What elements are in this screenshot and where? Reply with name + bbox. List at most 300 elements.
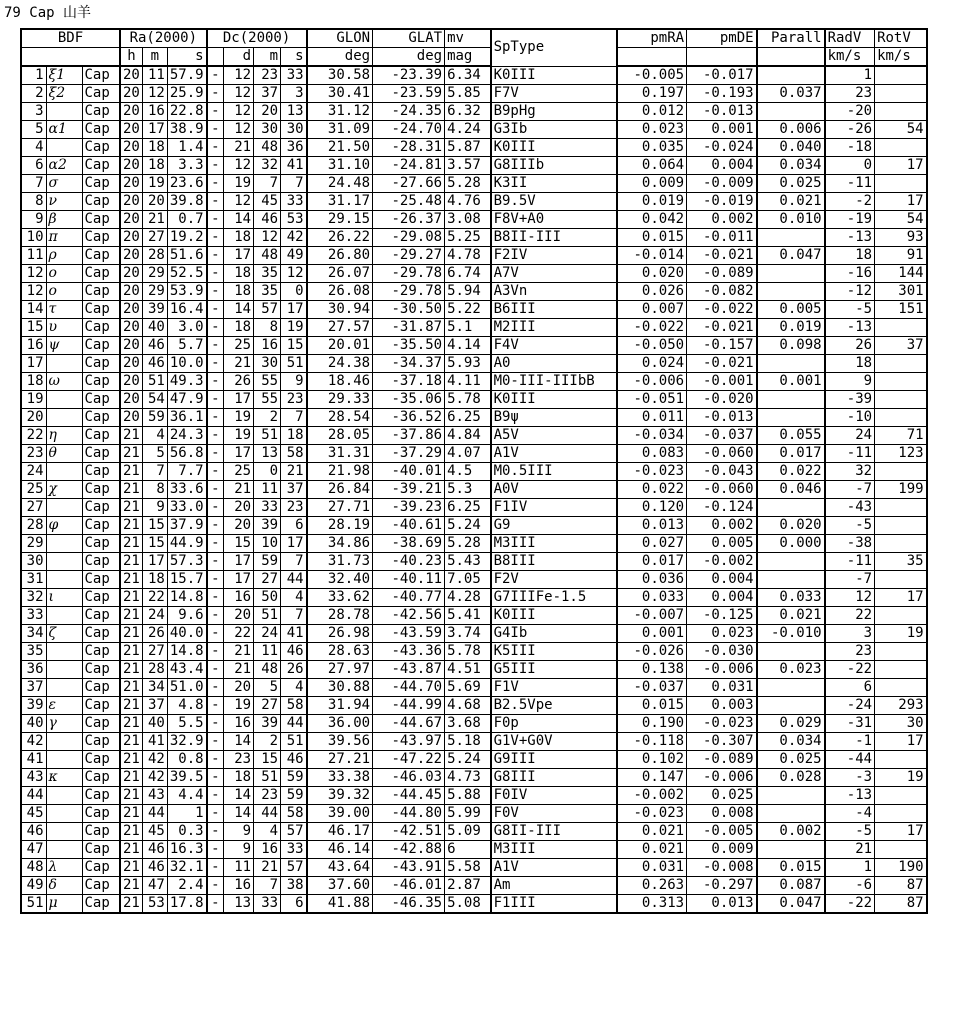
cell-bdf-number: 8: [21, 193, 46, 211]
cell-bayer-letter: θ: [46, 445, 82, 463]
cell-dec-sign: -: [207, 427, 224, 445]
header-unit-blank: [617, 48, 687, 67]
header-parall: Parall: [757, 29, 825, 48]
cell-dec-sign: -: [207, 103, 224, 121]
cell-pm-de: -0.089: [687, 751, 757, 769]
cell-spectral-type: B9.5V: [491, 193, 617, 211]
cell-ra-seconds: 32.9: [167, 733, 206, 751]
cell-magnitude: 6.34: [445, 66, 491, 85]
cell-pm-ra: 0.190: [617, 715, 687, 733]
cell-bayer-letter: ρ: [46, 247, 82, 265]
cell-dec-minutes: 59: [254, 553, 281, 571]
cell-magnitude: 4.78: [445, 247, 491, 265]
cell-ra-seconds: 37.9: [167, 517, 206, 535]
cell-parallax: [757, 283, 825, 301]
cell-dec-sign: -: [207, 265, 224, 283]
cell-ra-minutes: 27: [142, 229, 167, 247]
cell-parallax: 0.037: [757, 85, 825, 103]
cell-pm-ra: -0.118: [617, 733, 687, 751]
cell-constellation: Cap: [82, 643, 120, 661]
cell-glon: 28.78: [307, 607, 373, 625]
cell-magnitude: 5.99: [445, 805, 491, 823]
cell-constellation: Cap: [82, 175, 120, 193]
cell-pm-ra: -0.022: [617, 319, 687, 337]
cell-ra-minutes: 18: [142, 571, 167, 589]
cell-pm-de: 0.004: [687, 589, 757, 607]
cell-dec-degrees: 12: [224, 157, 254, 175]
cell-radial-velocity: -2: [825, 193, 875, 211]
cell-dec-minutes: 7: [254, 175, 281, 193]
cell-pm-ra: 0.026: [617, 283, 687, 301]
cell-magnitude: 4.73: [445, 769, 491, 787]
cell-dec-sign: -: [207, 229, 224, 247]
cell-bayer-letter: ξ2: [46, 85, 82, 103]
cell-bayer-letter: κ: [46, 769, 82, 787]
cell-dec-seconds: 58: [281, 805, 307, 823]
header-unit-blank: [207, 48, 224, 67]
cell-parallax: [757, 697, 825, 715]
table-row: [21, 139, 927, 157]
table-row: [21, 589, 927, 607]
cell-radial-velocity: 12: [825, 589, 875, 607]
header-bdf: BDF: [21, 29, 120, 48]
cell-glat: -38.69: [373, 535, 445, 553]
cell-parallax: [757, 841, 825, 859]
cell-bdf-number: 18: [21, 373, 46, 391]
cell-dec-degrees: 19: [224, 175, 254, 193]
cell-magnitude: 5.25: [445, 229, 491, 247]
cell-pm-ra: -0.037: [617, 679, 687, 697]
header-unit-d: d: [224, 48, 254, 67]
cell-magnitude: 4.14: [445, 337, 491, 355]
header-unit-mag: mag: [445, 48, 491, 67]
cell-pm-ra: 0.015: [617, 229, 687, 247]
cell-dec-seconds: 23: [281, 499, 307, 517]
cell-spectral-type: A5V: [491, 427, 617, 445]
cell-pm-ra: 0.313: [617, 895, 687, 914]
header-pmra: pmRA: [617, 29, 687, 48]
cell-dec-seconds: 21: [281, 463, 307, 481]
cell-dec-seconds: 7: [281, 175, 307, 193]
cell-rotation-velocity: 35: [875, 553, 927, 571]
cell-spectral-type: F1IV: [491, 499, 617, 517]
cell-dec-seconds: 7: [281, 607, 307, 625]
cell-ra-seconds: 47.9: [167, 391, 206, 409]
cell-bayer-letter: ψ: [46, 337, 82, 355]
cell-parallax: 0.002: [757, 823, 825, 841]
cell-radial-velocity: -6: [825, 877, 875, 895]
cell-rotation-velocity: 19: [875, 625, 927, 643]
cell-bdf-number: 37: [21, 679, 46, 697]
cell-magnitude: 5.3: [445, 481, 491, 499]
cell-ra-hours: 20: [120, 193, 142, 211]
cell-magnitude: 5.22: [445, 301, 491, 319]
table-row: [21, 85, 927, 103]
cell-magnitude: 3.74: [445, 625, 491, 643]
cell-ra-seconds: 51.0: [167, 679, 206, 697]
header-glon: GLON: [307, 29, 373, 48]
cell-dec-seconds: 46: [281, 751, 307, 769]
cell-bdf-number: 27: [21, 499, 46, 517]
cell-dec-minutes: 55: [254, 391, 281, 409]
cell-constellation: Cap: [82, 823, 120, 841]
cell-glon: 31.73: [307, 553, 373, 571]
cell-constellation: Cap: [82, 319, 120, 337]
cell-dec-degrees: 19: [224, 409, 254, 427]
cell-dec-minutes: 35: [254, 265, 281, 283]
cell-rotation-velocity: [875, 463, 927, 481]
cell-dec-seconds: 57: [281, 823, 307, 841]
cell-glat: -43.87: [373, 661, 445, 679]
cell-dec-degrees: 18: [224, 283, 254, 301]
cell-ra-hours: 20: [120, 301, 142, 319]
cell-pm-de: -0.082: [687, 283, 757, 301]
cell-glon: 46.14: [307, 841, 373, 859]
cell-radial-velocity: 22: [825, 607, 875, 625]
cell-radial-velocity: 1: [825, 66, 875, 85]
cell-radial-velocity: 26: [825, 337, 875, 355]
cell-ra-minutes: 28: [142, 661, 167, 679]
cell-dec-minutes: 50: [254, 589, 281, 607]
cell-radial-velocity: -22: [825, 661, 875, 679]
cell-dec-sign: -: [207, 715, 224, 733]
cell-ra-hours: 20: [120, 85, 142, 103]
cell-radial-velocity: -31: [825, 715, 875, 733]
cell-dec-seconds: 58: [281, 445, 307, 463]
cell-bayer-letter: [46, 643, 82, 661]
cell-radial-velocity: -22: [825, 895, 875, 914]
cell-ra-seconds: 19.2: [167, 229, 206, 247]
cell-dec-seconds: 3: [281, 85, 307, 103]
cell-ra-seconds: 51.6: [167, 247, 206, 265]
cell-bdf-number: 2: [21, 85, 46, 103]
cell-ra-hours: 21: [120, 661, 142, 679]
table-row: [21, 283, 927, 301]
cell-magnitude: 6.74: [445, 265, 491, 283]
table-row: [21, 823, 927, 841]
cell-glon: 26.80: [307, 247, 373, 265]
cell-constellation: Cap: [82, 517, 120, 535]
cell-pm-de: -0.013: [687, 103, 757, 121]
cell-bayer-letter: δ: [46, 877, 82, 895]
cell-glat: -40.01: [373, 463, 445, 481]
cell-dec-seconds: 6: [281, 895, 307, 914]
cell-pm-de: -0.307: [687, 733, 757, 751]
cell-bdf-number: 5: [21, 121, 46, 139]
cell-dec-degrees: 17: [224, 553, 254, 571]
cell-spectral-type: F1V: [491, 679, 617, 697]
cell-dec-sign: -: [207, 607, 224, 625]
cell-dec-minutes: 37: [254, 85, 281, 103]
cell-glon: 41.88: [307, 895, 373, 914]
cell-spectral-type: G3Ib: [491, 121, 617, 139]
header-unit-s: s: [281, 48, 307, 67]
table-row: [21, 355, 927, 373]
cell-bdf-number: 42: [21, 733, 46, 751]
cell-ra-seconds: 2.4: [167, 877, 206, 895]
cell-magnitude: 3.68: [445, 715, 491, 733]
cell-dec-minutes: 39: [254, 715, 281, 733]
table-row: [21, 103, 927, 121]
cell-magnitude: 5.08: [445, 895, 491, 914]
cell-rotation-velocity: 17: [875, 157, 927, 175]
cell-magnitude: 6.25: [445, 409, 491, 427]
cell-pm-ra: 0.197: [617, 85, 687, 103]
cell-rotation-velocity: 151: [875, 301, 927, 319]
cell-ra-minutes: 42: [142, 769, 167, 787]
cell-radial-velocity: -43: [825, 499, 875, 517]
cell-dec-minutes: 16: [254, 841, 281, 859]
cell-glon: 31.31: [307, 445, 373, 463]
cell-ra-seconds: 57.9: [167, 66, 206, 85]
cell-ra-minutes: 8: [142, 481, 167, 499]
cell-glat: -24.35: [373, 103, 445, 121]
cell-dec-degrees: 12: [224, 103, 254, 121]
cell-ra-seconds: 43.4: [167, 661, 206, 679]
cell-rotation-velocity: 123: [875, 445, 927, 463]
cell-spectral-type: B2.5Vpe: [491, 697, 617, 715]
cell-ra-seconds: 7.7: [167, 463, 206, 481]
cell-bayer-letter: [46, 733, 82, 751]
cell-pm-ra: -0.050: [617, 337, 687, 355]
cell-dec-degrees: 16: [224, 877, 254, 895]
cell-pm-ra: 0.120: [617, 499, 687, 517]
cell-ra-minutes: 41: [142, 733, 167, 751]
cell-spectral-type: A0: [491, 355, 617, 373]
cell-parallax: 0.023: [757, 661, 825, 679]
table-row: [21, 373, 927, 391]
cell-bayer-letter: [46, 463, 82, 481]
cell-glon: 31.12: [307, 103, 373, 121]
table-row: [21, 175, 927, 193]
cell-dec-minutes: 39: [254, 517, 281, 535]
cell-ra-minutes: 20: [142, 193, 167, 211]
cell-pm-de: 0.009: [687, 841, 757, 859]
table-row: [21, 733, 927, 751]
cell-dec-sign: -: [207, 337, 224, 355]
cell-dec-sign: -: [207, 355, 224, 373]
cell-pm-ra: 0.015: [617, 697, 687, 715]
cell-dec-sign: -: [207, 787, 224, 805]
cell-dec-sign: -: [207, 445, 224, 463]
cell-magnitude: 4.11: [445, 373, 491, 391]
cell-parallax: 0.029: [757, 715, 825, 733]
table-row: [21, 193, 927, 211]
cell-glat: -47.22: [373, 751, 445, 769]
cell-parallax: -0.010: [757, 625, 825, 643]
cell-bayer-letter: ο: [46, 265, 82, 283]
cell-glat: -23.39: [373, 66, 445, 85]
cell-parallax: [757, 229, 825, 247]
cell-dec-seconds: 0: [281, 283, 307, 301]
cell-dec-seconds: 18: [281, 427, 307, 445]
cell-pm-de: -0.002: [687, 553, 757, 571]
cell-glon: 31.94: [307, 697, 373, 715]
cell-glat: -30.50: [373, 301, 445, 319]
cell-pm-ra: 0.064: [617, 157, 687, 175]
cell-dec-seconds: 17: [281, 535, 307, 553]
table-row: [21, 481, 927, 499]
cell-magnitude: 5.28: [445, 535, 491, 553]
table-row: [21, 571, 927, 589]
cell-ra-seconds: 52.5: [167, 265, 206, 283]
cell-bdf-number: 30: [21, 553, 46, 571]
cell-dec-minutes: 48: [254, 247, 281, 265]
cell-ra-seconds: 24.3: [167, 427, 206, 445]
cell-dec-degrees: 9: [224, 841, 254, 859]
cell-rotation-velocity: [875, 643, 927, 661]
cell-ra-seconds: 23.6: [167, 175, 206, 193]
cell-ra-seconds: 3.3: [167, 157, 206, 175]
cell-radial-velocity: 21: [825, 841, 875, 859]
cell-dec-minutes: 24: [254, 625, 281, 643]
cell-ra-hours: 21: [120, 823, 142, 841]
cell-dec-minutes: 21: [254, 859, 281, 877]
cell-dec-degrees: 18: [224, 319, 254, 337]
cell-pm-de: -0.043: [687, 463, 757, 481]
cell-dec-minutes: 16: [254, 337, 281, 355]
cell-bayer-letter: η: [46, 427, 82, 445]
cell-rotation-velocity: [875, 139, 927, 157]
cell-bayer-letter: μ: [46, 895, 82, 914]
cell-rotation-velocity: 293: [875, 697, 927, 715]
cell-dec-minutes: 15: [254, 751, 281, 769]
cell-glon: 30.58: [307, 66, 373, 85]
cell-bayer-letter: β: [46, 211, 82, 229]
cell-constellation: Cap: [82, 66, 120, 85]
cell-radial-velocity: 18: [825, 247, 875, 265]
table-row: [21, 643, 927, 661]
cell-pm-de: -0.193: [687, 85, 757, 103]
cell-spectral-type: M3III: [491, 841, 617, 859]
cell-spectral-type: F2V: [491, 571, 617, 589]
cell-pm-de: -0.017: [687, 66, 757, 85]
cell-dec-degrees: 14: [224, 211, 254, 229]
cell-pm-de: 0.003: [687, 697, 757, 715]
cell-ra-hours: 21: [120, 697, 142, 715]
cell-rotation-velocity: [875, 66, 927, 85]
cell-dec-degrees: 20: [224, 499, 254, 517]
cell-pm-ra: 0.020: [617, 265, 687, 283]
cell-bayer-letter: α2: [46, 157, 82, 175]
table-row: [21, 769, 927, 787]
cell-ra-minutes: 34: [142, 679, 167, 697]
cell-ra-hours: 20: [120, 157, 142, 175]
cell-spectral-type: F2IV: [491, 247, 617, 265]
cell-dec-minutes: 27: [254, 697, 281, 715]
cell-parallax: 0.087: [757, 877, 825, 895]
cell-ra-seconds: 0.8: [167, 751, 206, 769]
header-unit-m: m: [142, 48, 167, 67]
cell-ra-hours: 21: [120, 841, 142, 859]
cell-ra-hours: 21: [120, 751, 142, 769]
cell-pm-de: -0.019: [687, 193, 757, 211]
cell-pm-de: -0.005: [687, 823, 757, 841]
cell-bayer-letter: ν: [46, 193, 82, 211]
cell-glat: -44.45: [373, 787, 445, 805]
cell-parallax: [757, 66, 825, 85]
cell-radial-velocity: -16: [825, 265, 875, 283]
cell-dec-minutes: 45: [254, 193, 281, 211]
cell-constellation: Cap: [82, 193, 120, 211]
cell-dec-minutes: 7: [254, 877, 281, 895]
cell-pm-de: -0.125: [687, 607, 757, 625]
cell-ra-seconds: 1: [167, 805, 206, 823]
cell-glat: -40.23: [373, 553, 445, 571]
cell-magnitude: 4.68: [445, 697, 491, 715]
cell-radial-velocity: -4: [825, 805, 875, 823]
cell-constellation: Cap: [82, 697, 120, 715]
cell-spectral-type: G1V+G0V: [491, 733, 617, 751]
cell-rotation-velocity: 30: [875, 715, 927, 733]
cell-pm-ra: 0.017: [617, 553, 687, 571]
cell-glat: -46.01: [373, 877, 445, 895]
cell-glon: 33.62: [307, 589, 373, 607]
cell-glat: -44.67: [373, 715, 445, 733]
cell-dec-minutes: 8: [254, 319, 281, 337]
cell-ra-hours: 21: [120, 589, 142, 607]
cell-ra-minutes: 11: [142, 66, 167, 85]
cell-pm-de: -0.011: [687, 229, 757, 247]
cell-constellation: Cap: [82, 157, 120, 175]
cell-dec-seconds: 36: [281, 139, 307, 157]
cell-dec-seconds: 12: [281, 265, 307, 283]
cell-spectral-type: G8II-III: [491, 823, 617, 841]
cell-parallax: 0.017: [757, 445, 825, 463]
cell-glat: -37.29: [373, 445, 445, 463]
table-row: [21, 787, 927, 805]
cell-magnitude: 3.08: [445, 211, 491, 229]
cell-rotation-velocity: [875, 391, 927, 409]
cell-dec-seconds: 46: [281, 643, 307, 661]
cell-radial-velocity: -19: [825, 211, 875, 229]
cell-pm-de: -0.060: [687, 445, 757, 463]
cell-glat: -39.21: [373, 481, 445, 499]
cell-parallax: 0.005: [757, 301, 825, 319]
cell-glon: 26.08: [307, 283, 373, 301]
cell-dec-minutes: 0: [254, 463, 281, 481]
cell-dec-sign: -: [207, 175, 224, 193]
cell-bdf-number: 29: [21, 535, 46, 553]
cell-ra-hours: 20: [120, 337, 142, 355]
cell-constellation: Cap: [82, 283, 120, 301]
cell-rotation-velocity: [875, 787, 927, 805]
cell-pm-de: -0.006: [687, 769, 757, 787]
cell-bayer-letter: ξ1: [46, 66, 82, 85]
cell-pm-ra: 0.009: [617, 175, 687, 193]
cell-dec-sign: -: [207, 571, 224, 589]
cell-dec-sign: -: [207, 661, 224, 679]
cell-constellation: Cap: [82, 121, 120, 139]
header-rotv: RotV: [875, 29, 927, 48]
cell-dec-sign: -: [207, 247, 224, 265]
cell-bayer-letter: [46, 391, 82, 409]
cell-parallax: 0.021: [757, 607, 825, 625]
cell-ra-hours: 21: [120, 877, 142, 895]
cell-bdf-number: 9: [21, 211, 46, 229]
cell-bdf-number: 20: [21, 409, 46, 427]
cell-pm-ra: 0.007: [617, 301, 687, 319]
cell-dec-minutes: 35: [254, 283, 281, 301]
cell-ra-minutes: 21: [142, 211, 167, 229]
cell-ra-hours: 21: [120, 805, 142, 823]
cell-pm-ra: 0.021: [617, 841, 687, 859]
cell-dec-seconds: 59: [281, 769, 307, 787]
cell-dec-degrees: 17: [224, 445, 254, 463]
cell-dec-degrees: 18: [224, 769, 254, 787]
cell-magnitude: 5.93: [445, 355, 491, 373]
cell-magnitude: 5.88: [445, 787, 491, 805]
